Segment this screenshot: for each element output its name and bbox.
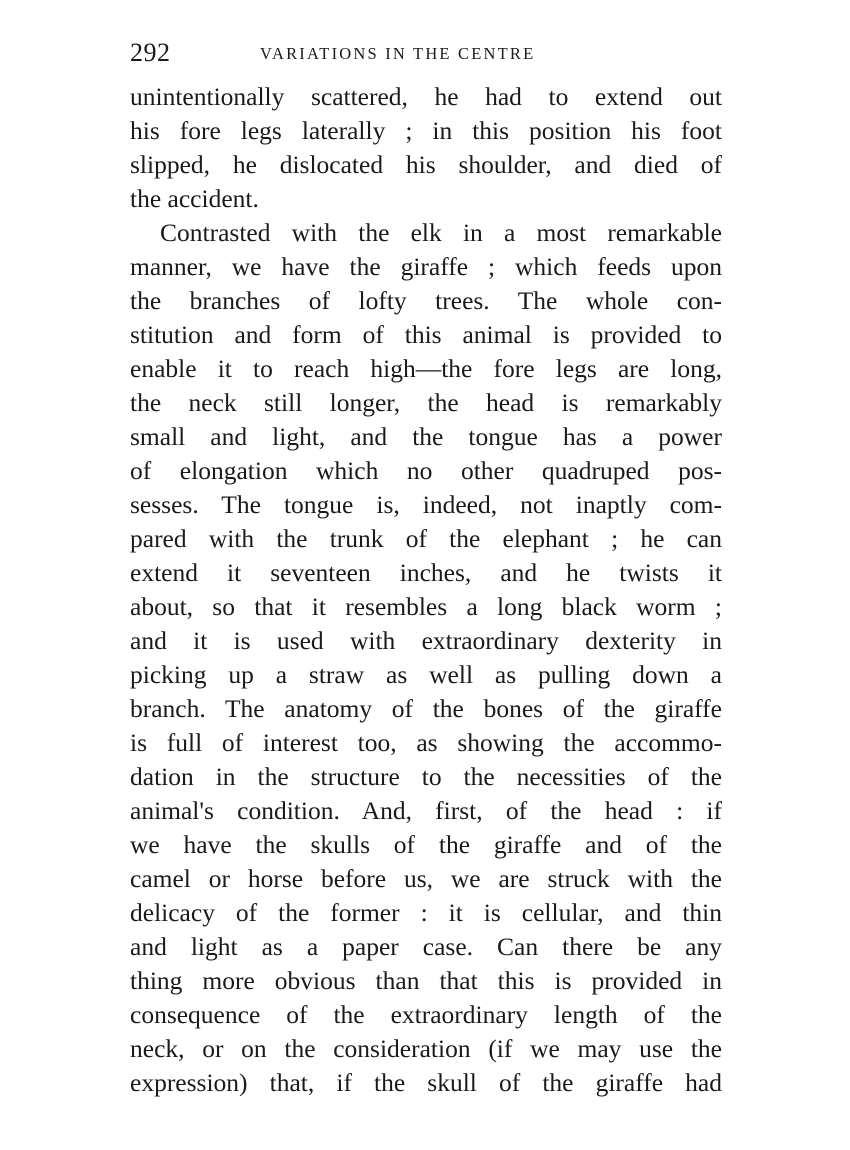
text-line: the neck still longer, the head is remarkably — [130, 388, 722, 417]
text-line: branch. The anatomy of the bones of the giraffe — [130, 694, 722, 723]
text-line: slipped, he dislocated his shoulder, and died of — [130, 150, 722, 179]
text-line: extend it seventeen inches, and he twists it — [130, 558, 722, 587]
text-line: manner, we have the giraffe ; which feeds upon — [130, 252, 722, 281]
text-line: is full of interest too, as showing the accommo- — [130, 728, 722, 757]
text-line: dation in the structure to the necessities of the — [130, 762, 722, 791]
text-line: thing more obvious than that this is provided in — [130, 966, 722, 995]
body-text — [130, 80, 722, 1100]
text-line: camel or horse before us, we are struck with the — [130, 864, 722, 893]
text-line: unintentionally scattered, he had to extend out — [130, 82, 722, 111]
text-line: of elongation which no other quadruped pos- — [130, 456, 722, 485]
paragraph-2 — [130, 216, 722, 1100]
text-line: about, so that it resembles a long black worm ; — [130, 592, 722, 621]
text-line: expression) that, if the skull of the giraffe had — [130, 1068, 722, 1097]
text-line: enable it to reach high—the fore legs are long, — [130, 354, 722, 383]
text-line: and it is used with extraordinary dexterity in — [130, 626, 722, 655]
text-line: pared with the trunk of the elephant ; he can — [130, 524, 722, 553]
running-head — [130, 36, 722, 70]
text-line: animal's condition. And, first, of the head : if — [130, 796, 722, 825]
text-line: Contrasted with the elk in a most remarkable — [160, 218, 722, 247]
text-line: we have the skulls of the giraffe and of the — [130, 830, 722, 859]
text-line: the branches of lofty trees. The whole con- — [130, 286, 722, 315]
page-number: 292 — [130, 38, 171, 67]
paragraph-1 — [130, 80, 722, 216]
text-line: consequence of the extraordinary length of the — [130, 1000, 722, 1029]
text-line: his fore legs laterally ; in this position his foot — [130, 116, 722, 145]
text-line: neck, or on the consideration (if we may use the — [130, 1034, 722, 1063]
running-title: VARIATIONS IN THE CENTRE — [260, 44, 536, 63]
text-line: and light as a paper case. Can there be any — [130, 932, 722, 961]
text-line: delicacy of the former : it is cellular, and thin — [130, 898, 722, 927]
text-line: sesses. The tongue is, indeed, not inaptly com- — [130, 490, 722, 519]
text-line: the accident. — [130, 184, 259, 213]
text-line: stitution and form of this animal is provided to — [130, 320, 722, 349]
text-line: small and light, and the tongue has a power — [130, 422, 722, 451]
text-line: picking up a straw as well as pulling down a — [130, 660, 722, 689]
